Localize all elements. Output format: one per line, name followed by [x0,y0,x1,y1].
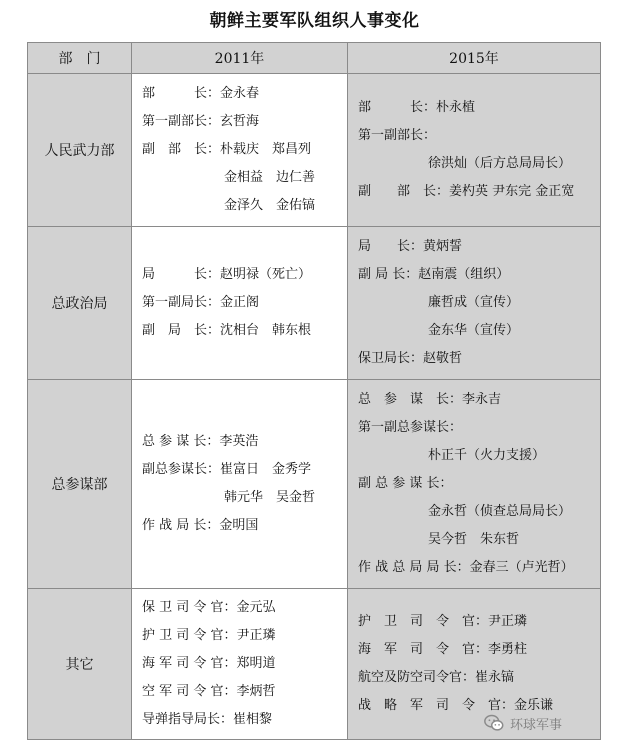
cell-line: 金相益 边仁善 [224,170,316,185]
cell-2015 [348,74,601,227]
cell-line: 朴正千（火力支援） [428,448,546,463]
cell-2011 [132,380,348,589]
cell-line: 第一副部长：玄哲海 [142,114,260,129]
cell-line: 副 部 长：朴载庆 郑昌列 [142,142,312,157]
cell-line: 金泽久 金佑镐 [224,198,316,213]
header-dept: 部 门 [28,43,132,74]
cell-lines [132,80,347,220]
cell-line: 第一副局长：金正阁 [142,295,260,310]
table-row [28,74,601,227]
cell-line: 副 部 长：姜杓英 尹东完 金正宽 [358,184,575,199]
header-2011: 2011年 [132,43,348,74]
cell-2011 [132,227,348,380]
personnel-table [27,42,601,740]
cell-line: 总 参 谋 长：李永吉 [358,392,502,407]
wechat-icon [483,712,505,734]
cell-line: 局 长：赵明禄（死亡） [142,267,312,282]
cell-line: 副 局 长：沈相台 韩东根 [142,323,312,338]
cell-line: 部 长：朴永植 [358,100,476,115]
header-2015: 2015年 [348,43,601,74]
cell-line: 韩元华 吴金哲 [224,490,316,505]
cell-lines [132,594,347,734]
cell-2015 [348,227,601,380]
cell-lines [348,608,600,720]
cell-line: 作 战 局 长：金明国 [142,518,259,533]
cell-line: 航空及防空司令官：崔永镐 [358,670,515,685]
dept-cell: 总参谋部 [28,380,132,589]
cell-line: 副 总 参 谋 长： [358,476,453,491]
cell-line: 徐洪灿（后方总局局长） [428,156,572,171]
cell-line: 第一副总参谋长： [358,420,463,435]
table-header-row [28,43,601,74]
table-row [28,380,601,589]
table-row [28,227,601,380]
cell-lines [348,233,600,373]
cell-line: 部 长：金永春 [142,86,260,101]
cell-line: 护 卫 司 令 官：尹正璘 [142,628,276,643]
cell-line: 导弹指导局长：崔相黎 [142,712,273,727]
cell-line: 吴今哲 朱东哲 [428,532,520,547]
cell-line: 作 战 总 局 局 长：金春三（卢光哲） [358,560,574,575]
cell-lines [348,94,600,206]
cell-line: 局 长：黄炳誓 [358,239,463,254]
cell-line: 空 军 司 令 官：李炳哲 [142,684,276,699]
watermark [483,708,623,738]
cell-2011 [132,589,348,740]
cell-line: 金永哲（侦查总局局长） [428,504,572,519]
cell-lines [132,428,347,540]
cell-line: 保卫局长：赵敬哲 [358,351,463,366]
cell-line: 海 军 司 令 官：李勇柱 [358,642,528,657]
cell-line: 保 卫 司 令 官：金元弘 [142,600,276,615]
dept-cell: 其它 [28,589,132,740]
cell-line: 总 参 谋 长：李英浩 [142,434,259,449]
watermark-text: 环球军事 [510,717,563,733]
cell-line: 海 军 司 令 官：郑明道 [142,656,276,671]
cell-2011 [132,74,348,227]
cell-line: 第一副部长： [358,128,437,143]
cell-lines [132,261,347,345]
dept-cell: 人民武力部 [28,74,132,227]
page-title: 朝鲜主要军队组织人事变化 [209,11,420,31]
cell-line: 战 略 军 司 令 官：金乐谦 [358,698,554,713]
cell-2015 [348,380,601,589]
cell-line: 廉哲成（宣传） [428,295,520,310]
cell-line: 副 局 长：赵南震（组织） [358,267,510,282]
cell-line: 护 卫 司 令 官：尹正璘 [358,614,528,629]
dept-cell: 总政治局 [28,227,132,380]
cell-lines [348,386,600,582]
cell-line: 金东华（宣传） [428,323,520,338]
cell-line: 副总参谋长：崔富日 金秀学 [142,462,312,477]
